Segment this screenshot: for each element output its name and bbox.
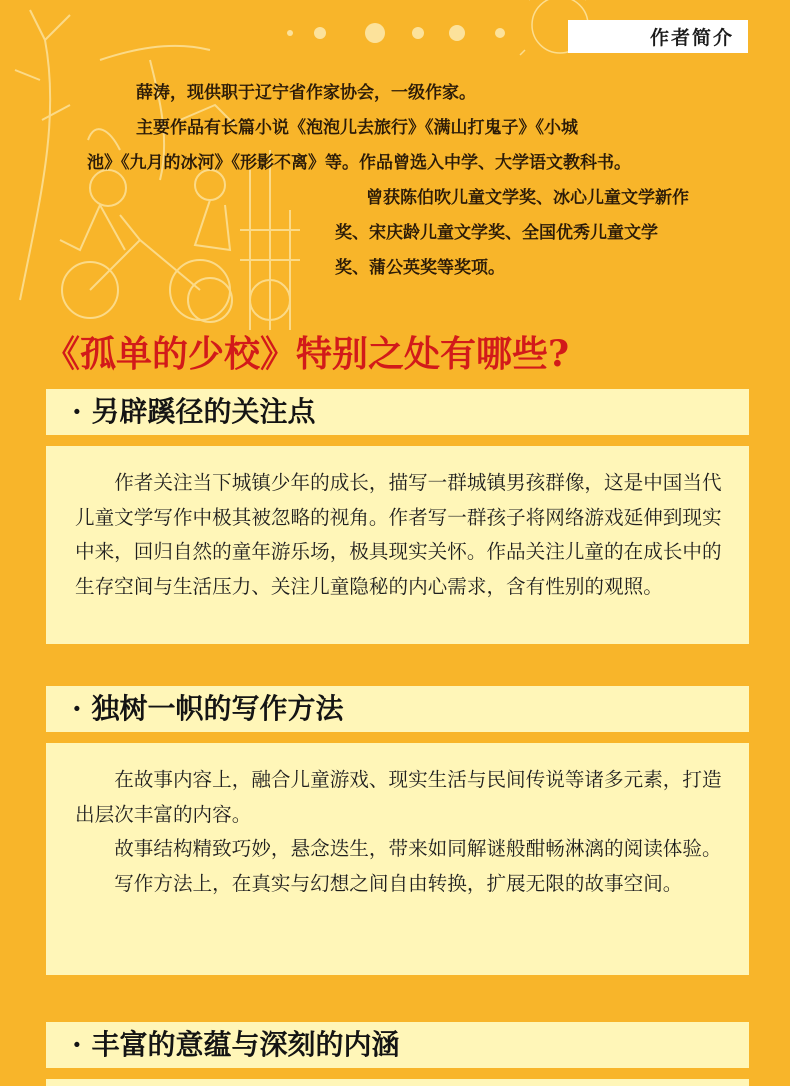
feature-body-2 (46, 743, 749, 975)
feature-paragraph: 作者关注当下城镇少年的成长，描写一群城镇男孩群像，这是中国当代儿童文学写作中极其被忽略的视角。作者写一群孩子将网络游戏延伸到现实中来，回归自然的童年游乐场，极具现实关怀。作品关注儿童的在成长中的生存空间与生活压力、关注儿童隐秘的内心需求，含有性别的观照。 (75, 471, 722, 598)
feature-paragraph: 写作方法上，在真实与幻想之间自由转换，扩展无限的故事空间。 (114, 871, 683, 895)
author-bio-line: 奖、宋庆龄儿童文学奖、全国优秀儿童文学 (335, 223, 658, 243)
feature-paragraph: 在故事内容上，融合儿童游戏、现实生活与民间传说等诸多元素，打造出层次丰富的内容。 (75, 768, 722, 826)
author-bio-line: 奖、蒲公英奖等奖项。 (335, 258, 505, 278)
section-heading: 《孤单的少校》特别之处有哪些? (44, 333, 570, 375)
feature-body-1 (46, 446, 749, 644)
feature-title-3: · 丰富的意蕴与深刻的内涵 (46, 1022, 749, 1068)
author-bio-line: 主要作品有长篇小说《泡泡儿去旅行》《满山打鬼子》《小城 (136, 118, 578, 138)
author-bio-line: 薛涛，现供职于辽宁省作家协会，一级作家。 (136, 83, 476, 103)
feature-title-1: · 另辟蹊径的关注点 (46, 389, 749, 435)
feature-body-3 (46, 1079, 749, 1086)
feature-paragraph: 故事结构精致巧妙，悬念迭生，带来如同解谜般酣畅淋漓的阅读体验。 (114, 837, 722, 860)
author-bio-line: 曾获陈伯吹儿童文学奖、冰心儿童文学新作 (366, 188, 689, 208)
author-bio-line: 池》《九月的冰河》《形影不离》等。作品曾选入中学、大学语文教科书。 (87, 153, 631, 173)
author-intro-tag: 作者简介 (568, 20, 748, 53)
feature-title-2: · 独树一帜的写作方法 (46, 686, 749, 732)
